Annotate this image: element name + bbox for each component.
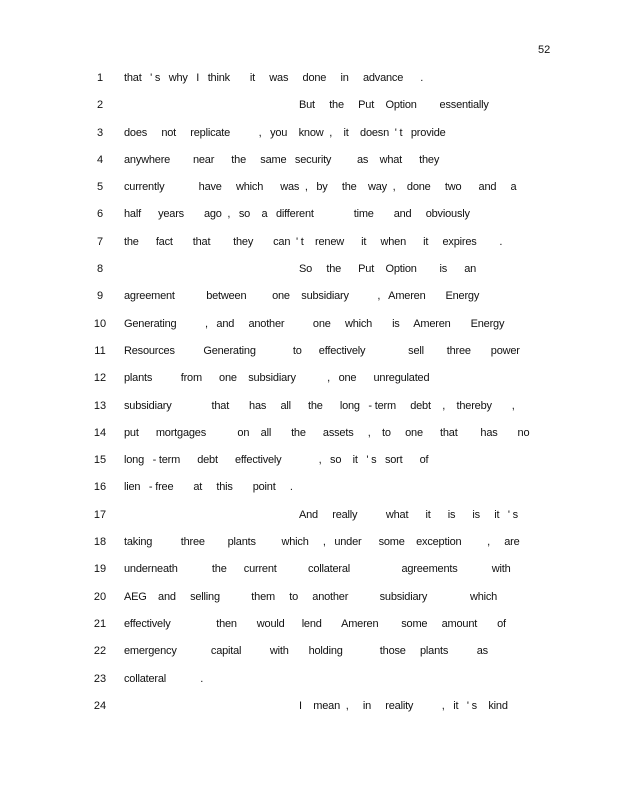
line-text: plants from one subsidiary , one unregulated [124,372,430,385]
line-number: 11 [94,344,106,357]
line-number: 20 [93,590,107,603]
line-text: And really what it is is it ' s [299,508,518,521]
line-text: put mortgages on all the assets , to one that has no [124,426,530,439]
line-text: AEG and selling them to another subsidiary which [124,590,498,603]
line-text: currently have which was , by the way , done two and a [124,181,517,194]
transcript-line [0,454,618,481]
transcript-line [0,481,618,508]
transcript-line [0,400,618,427]
line-text: agreement between one subsidiary , Ameren Energy [124,290,480,303]
line-text: anywhere near the same security as what they [124,153,440,166]
line-number: 23 [93,672,107,685]
transcript-line [0,372,618,399]
transcript-lines [0,72,618,727]
transcript-line [0,509,618,536]
line-number: 13 [93,399,107,412]
line-number: 6 [96,208,104,221]
transcript-line [0,127,618,154]
line-number: 24 [93,699,107,712]
line-number: 7 [96,235,104,248]
transcript-line [0,154,618,181]
line-text: emergency capital with holding those plants as [124,645,488,658]
line-number: 17 [93,508,107,521]
transcript-line [0,236,618,263]
transcript-line [0,290,618,317]
line-number: 5 [96,181,104,194]
line-number: 18 [93,536,107,549]
transcript-line [0,536,618,563]
transcript-line [0,263,618,290]
page-number: 52 [538,44,551,56]
line-text: So the Put Option is an [299,263,477,276]
transcript-line [0,208,618,235]
line-number: 2 [96,99,104,112]
line-number: 16 [93,481,107,494]
line-text: half years ago , so a different time and obviously [124,208,470,221]
line-text: But the Put Option essentially [299,99,489,112]
line-number: 1 [96,72,104,84]
transcript-line [0,563,618,590]
line-text: underneath the current collateral agreements with [124,563,511,576]
line-number: 8 [96,263,104,276]
line-text: does not replicate , you know , it doesn ' t provide [124,126,446,139]
transcript-line [0,181,618,208]
line-text: that ' s why I think it was done in advance . [124,72,424,84]
line-number: 9 [96,290,104,303]
line-text: long - term debt effectively , so it ' s sort of [124,454,429,467]
line-number: 10 [93,317,107,330]
line-number: 15 [93,454,107,467]
line-number: 12 [93,372,107,385]
line-text: I mean , in reality , it ' s kind [299,699,508,712]
line-number: 22 [93,645,107,658]
transcript-line [0,645,618,672]
line-text: Generating , and another one which is Ameren Energy [124,317,505,330]
transcript-line [0,318,618,345]
transcript-line [0,591,618,618]
line-text: taking three plants which , under some exception , are [124,536,520,549]
line-text: subsidiary that has all the long - term debt , thereby , [124,399,515,412]
transcript-line [0,427,618,454]
line-text: Resources Generating to effectively sell three power [124,344,520,357]
transcript-line [0,673,618,700]
transcript-line [0,345,618,372]
line-text: lien - free at this point . [124,481,293,494]
line-text: effectively then would lend Ameren some amount of [124,617,506,630]
line-number: 4 [96,153,104,166]
line-number: 19 [93,563,107,576]
transcript-line [0,99,618,126]
line-number: 14 [93,426,107,439]
line-text: collateral . [124,672,204,685]
line-number: 3 [96,126,104,139]
transcript-line [0,700,618,727]
line-text: the fact that they can ' t renew it when it expires . [124,235,503,248]
transcript-line [0,618,618,645]
line-number: 21 [93,617,107,630]
transcript-line [0,72,618,99]
